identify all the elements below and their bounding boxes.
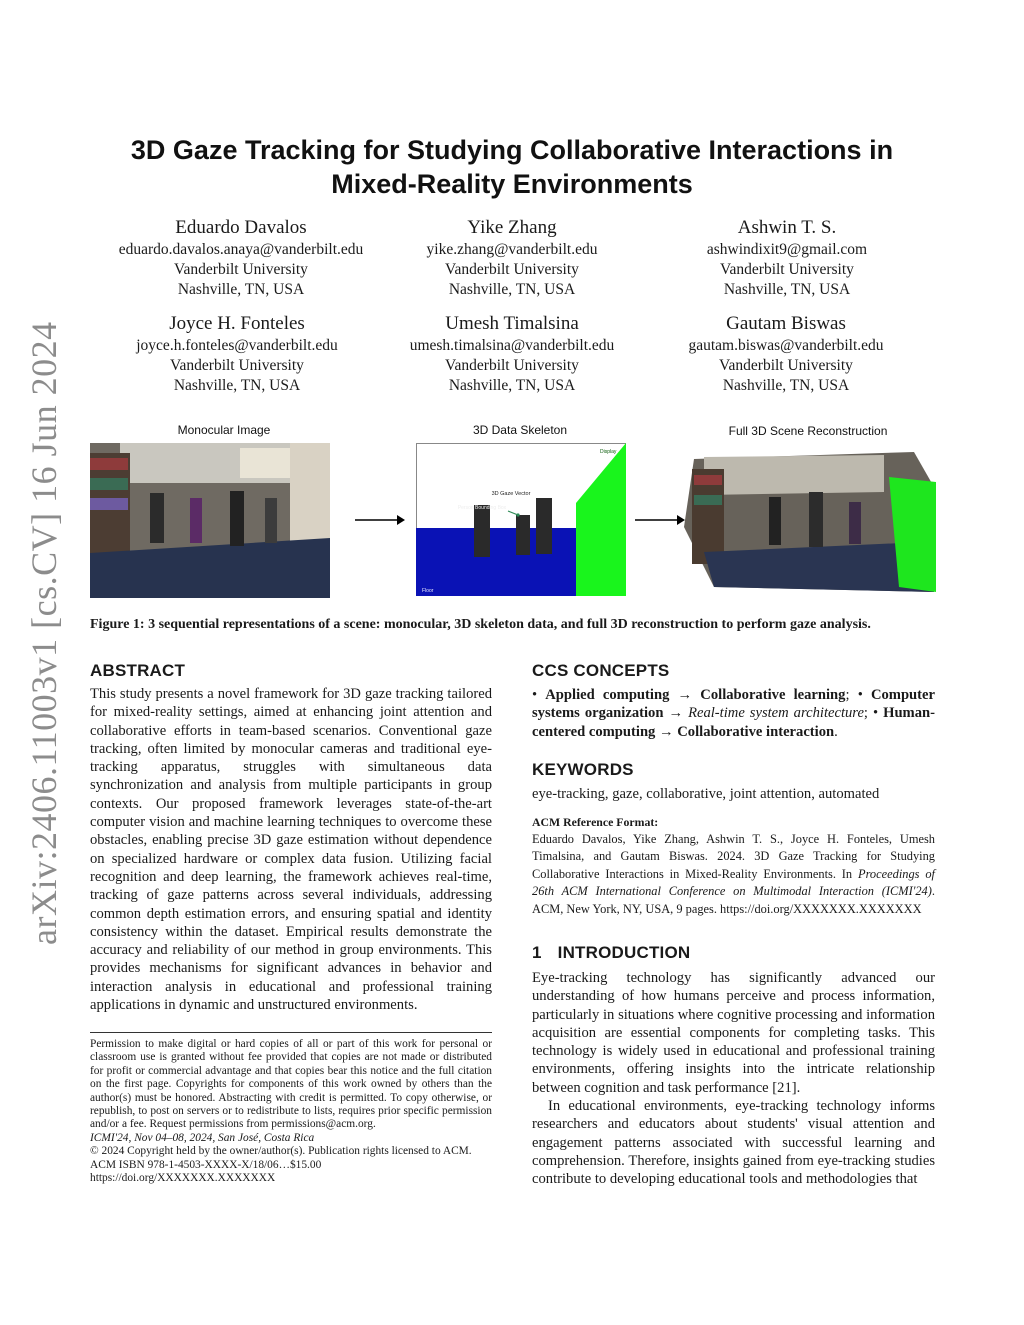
figure-panel-3-label: Full 3D Scene Reconstruction	[728, 424, 888, 438]
author-block	[637, 216, 937, 300]
author-email: eduardo.davalos.anaya@vanderbilt.edu	[118, 241, 364, 258]
figure-panel-2-label: 3D Data Skeleton	[472, 423, 568, 437]
figure-3d-reconstruction	[684, 447, 938, 597]
reference-citation: Eduardo Davalos, Yike Zhang, Ashwin T. S., Joyce H. Fonteles, Umesh Timalsina, and Gautam Biswas. 2024. 3D Gaze Tracking for Studying Collaborative Interactions in Mixed-Reality Environments. In	[532, 832, 935, 881]
author-affiliation: Vanderbilt University	[170, 357, 304, 374]
ccs-heading: CCS CONCEPTS	[532, 661, 670, 680]
author-block	[362, 216, 662, 300]
author-email: ashwindixit9@gmail.com	[706, 241, 868, 258]
author-affiliation: Vanderbilt University	[720, 261, 854, 278]
keywords-text: eye-tracking, gaze, collaborative, joint attention, automated	[532, 786, 880, 802]
figure-arrow-icon	[355, 512, 405, 528]
reconstruction-person	[849, 502, 861, 544]
reference-tail: . ACM, New York, NY, USA, 9 pages. https://doi.org/XXXXXXX.XXXXXXX	[532, 884, 935, 916]
ccs-bullet: •	[532, 687, 538, 703]
intro-section-number: 1	[532, 943, 542, 962]
author-name: Joyce H. Fonteles	[169, 313, 305, 334]
reference-venue: Proceedings of 26th ACM International Conference on Multimodal Interaction (ICMI'24)	[532, 866, 935, 899]
author-email: joyce.h.fonteles@vanderbilt.edu	[136, 337, 338, 354]
figure-panel-1-label: Monocular Image	[177, 423, 271, 437]
monocular-person	[150, 493, 164, 543]
figure-3d-skeleton	[416, 443, 626, 596]
skeleton-display-label: Display	[600, 449, 617, 455]
author-block	[91, 216, 391, 300]
ccs-arrow: →	[668, 705, 684, 722]
author-name: Ashwin T. S.	[737, 217, 837, 238]
skeleton-person-box	[516, 515, 530, 555]
author-email: yike.zhang@vanderbilt.edu	[426, 241, 598, 258]
intro-paragraph-1: Eye-tracking technology has significantly advanced our understanding of how humans perceive and process information, particularly in situations where cognitive processing and information acquisition are essential components for completing tasks. This technology is widely used in educational and professional training environments, offering insights into the intricate relationship between cognition and task performance [21].	[532, 970, 935, 1096]
monocular-person	[265, 498, 277, 543]
author-name: Umesh Timalsina	[445, 313, 579, 334]
author-affiliation: Vanderbilt University	[719, 357, 853, 374]
paper-title-line-2: Mixed-Reality Environments	[331, 169, 693, 199]
permission-text: Permission to make digital or hard copies of all or part of this work for personal or classroom use is granted without fee provided that copies are not made or distributed for profit or commercial advantage and that copies bear this notice and the full citation on the first page. Copyrights for components of this work owned by others than the author(s) must be honored. Abstracting with credit is permitted. To copy otherwise, or republish, to post on servers or to redistribute to lists, requires prior specific permission and/or a fee. Request permissions from permissions@acm.org.	[90, 1038, 492, 1131]
author-location: Nashville, TN, USA	[173, 377, 301, 394]
figure-caption: Figure 1: 3 sequential representations of a scene: monocular, 3D skeleton data, and full 3D reconstruction to perform gaze analysis.	[90, 617, 871, 632]
skeleton-person-box	[536, 498, 552, 554]
reference-heading: ACM Reference Format:	[532, 815, 659, 829]
figure-monocular-image	[90, 443, 330, 598]
ccs-bullet: •	[872, 705, 879, 722]
reconstruction-person	[769, 497, 781, 545]
permission-doi: https://doi.org/XXXXXXX.XXXXXXX	[90, 1172, 276, 1185]
author-email: gautam.biswas@vanderbilt.edu	[688, 337, 884, 354]
permission-isbn: ACM ISBN 978-1-4503-XXXX-X/18/06…$15.00	[90, 1158, 322, 1171]
author-location: Nashville, TN, USA	[177, 281, 305, 298]
skeleton-box-label: Person Bounding Box	[457, 505, 507, 511]
paper-title	[90, 133, 934, 201]
ccs-item-target: Collaborative interaction	[677, 723, 835, 740]
permission-notice	[90, 1038, 492, 1185]
arxiv-sidebar-id: arXiv:2406.11003v1 [cs.CV] 16 Jun 2024	[24, 321, 64, 945]
skeleton-gaze-label: 3D Gaze Vector	[491, 491, 531, 497]
permission-conference: ICMI'24, Nov 04–08, 2024, San José, Costa Rica	[90, 1131, 315, 1144]
ccs-bullet: •	[857, 687, 863, 703]
skeleton-person-box	[474, 505, 490, 557]
paper-title-line-1: 3D Gaze Tracking for Studying Collaborative Interactions in	[130, 135, 894, 165]
figure-arrow-icon	[635, 512, 685, 528]
abstract-heading: ABSTRACT	[90, 661, 186, 680]
intro-section-title: INTRODUCTION	[557, 943, 691, 962]
ccs-arrow: →	[677, 687, 693, 703]
author-location: Nashville, TN, USA	[722, 377, 850, 394]
monocular-person	[230, 491, 244, 546]
author-name: Eduardo Davalos	[175, 217, 307, 238]
author-block	[362, 312, 662, 396]
reconstruction-person	[809, 492, 823, 547]
author-location: Nashville, TN, USA	[723, 281, 851, 298]
reference-text	[532, 831, 935, 918]
ccs-item-strong: Human-centered computing	[532, 705, 935, 740]
author-block	[87, 312, 387, 396]
intro-paragraph-2: In educational environments, eye-tracking technology informs researchers and educators about students' visual attention and engagement patterns associated with successful learning and comprehension. Therefore, insights gained from eye-tracking studies contribute to developing educational tools and methodologies that	[532, 1098, 935, 1188]
ccs-arrow: →	[659, 723, 674, 740]
keywords-heading: KEYWORDS	[532, 760, 634, 779]
permission-copyright: © 2024 Copyright held by the owner/author(s). Publication rights licensed to ACM.	[90, 1145, 472, 1158]
author-affiliation: Vanderbilt University	[445, 261, 579, 278]
author-name: Gautam Biswas	[726, 313, 846, 334]
intro-heading	[532, 943, 690, 963]
ccs-item-strong: Applied computing	[545, 687, 670, 703]
footnote-divider	[90, 1032, 492, 1033]
author-location: Nashville, TN, USA	[448, 377, 576, 394]
ccs-item-target: Real-time system architecture	[688, 705, 864, 722]
author-affiliation: Vanderbilt University	[174, 261, 308, 278]
reconstruction-whiteboard	[704, 455, 884, 495]
ccs-concepts-text: • Applied computing → Collaborative learning; • Computer systems organization → Real-time system architecture; • Human-centered computing → Collaborative interaction.	[532, 687, 935, 740]
ccs-item-strong: Computer systems organization	[532, 687, 935, 722]
author-email: umesh.timalsina@vanderbilt.edu	[409, 337, 615, 354]
ccs-item-target: Collaborative learning	[700, 687, 846, 703]
author-block	[636, 312, 936, 396]
author-affiliation: Vanderbilt University	[445, 357, 579, 374]
author-name: Yike Zhang	[467, 217, 557, 238]
author-location: Nashville, TN, USA	[448, 281, 576, 298]
skeleton-floor-label: Floor	[422, 588, 434, 594]
monocular-person	[190, 498, 202, 543]
abstract-text: This study presents a novel framework for 3D gaze tracking tailored for mixed-reality settings, aimed at enhancing joint attention and collaborative efforts in team-based scenarios. Conventional gaze tracking, often limited by monocular cameras and traditional eye-tracking apparatus, struggles with simultaneous data synchronization and analysis from multiple participants in group contexts. Our proposed framework leverages state-of-the-art computer vision and machine learning techniques to overcome these obstacles, enabling precise 3D gaze estimation without dependence on specialized hardware or complex data fusion. Utilizing facial recognition and deep learning, the framework achieves real-time, tracking of gaze patterns across several individuals, addressing common depth estimation errors, and ensuring spatial and identity consistency within the dataset. Empirical results demonstrate the accuracy and reliability of our method in group environments. This provides mechanisms for significant advances in behavior and interaction analysis in educational and professional training applications in dynamic and unstructured environments.	[90, 686, 492, 1014]
